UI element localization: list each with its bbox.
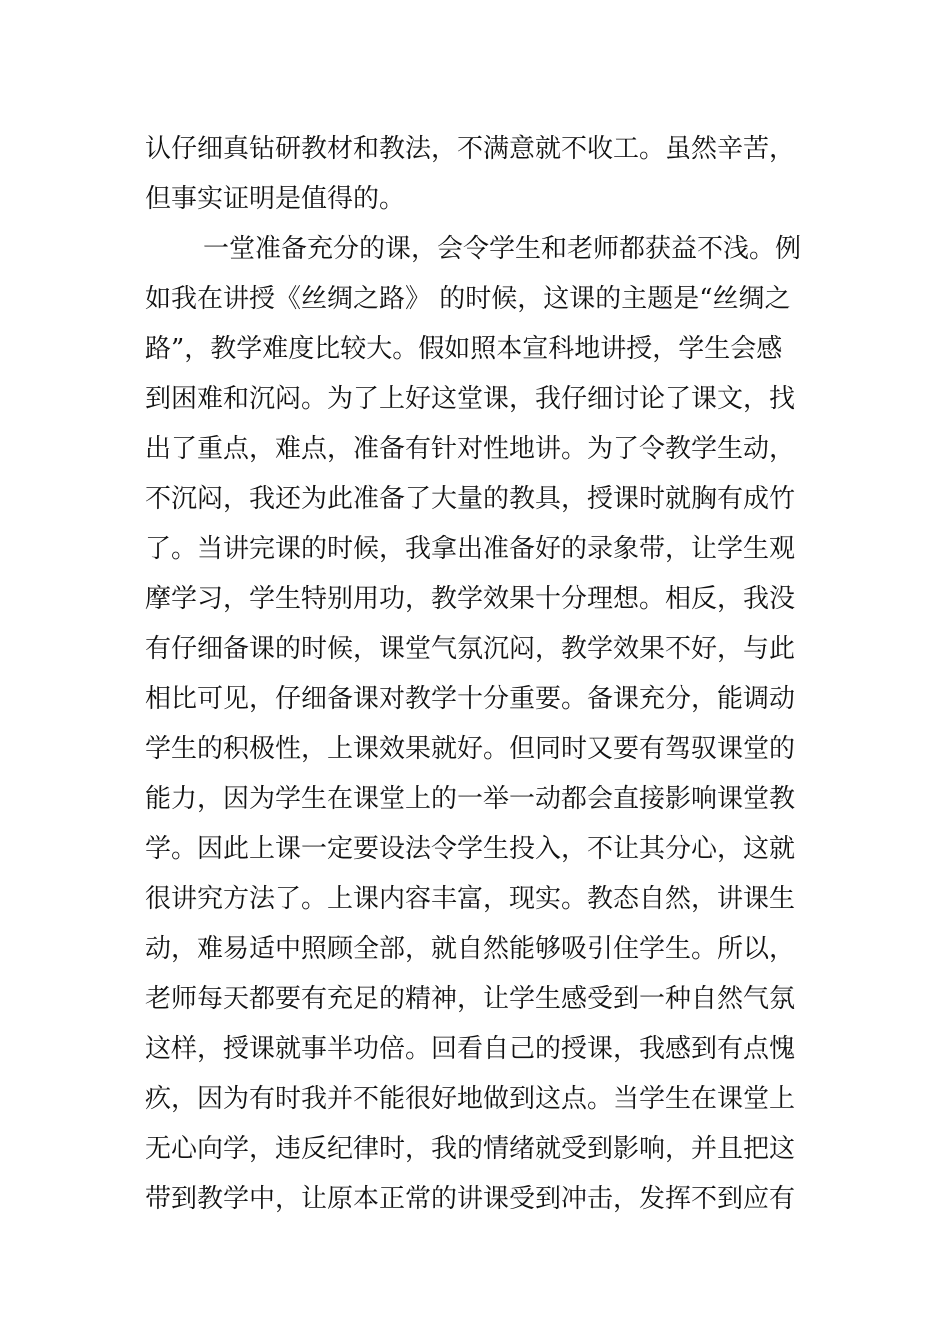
text-line: 到困难和沉闷。为了上好这堂课，我仔细讨论了课文，找: [145, 384, 796, 414]
body-text: [145, 124, 815, 1224]
text-line: 出了重点，难点，准备有针对性地讲。为了令教学生动，: [145, 434, 796, 464]
text-line: 但事实证明是值得的。: [145, 184, 406, 214]
text-line: 了。当讲完课的时候，我拿出准备好的录象带，让学生观: [145, 534, 796, 564]
text-line: 路”，教学难度比较大。假如照本宣科地讲授，学生会感: [145, 334, 783, 364]
text-line: 老师每天都要有充足的精神，让学生感受到一种自然气氛: [145, 984, 796, 1014]
text-line: 这样，授课就事半功倍。回看自己的授课，我感到有点愧: [145, 1034, 796, 1064]
text-line: 很讲究方法了。上课内容丰富，现实。教态自然，讲课生: [145, 884, 796, 914]
text-line: 动，难易适中照顾全部，就自然能够吸引住学生。所以，: [145, 934, 796, 964]
text-line: 学生的积极性，上课效果就好。但同时又要有驾驭课堂的: [145, 734, 796, 764]
text-line: 带到教学中，让原本正常的讲课受到冲击，发挥不到应有: [145, 1184, 796, 1214]
text-line: 学。因此上课一定要设法令学生投入，不让其分心，这就: [145, 834, 796, 864]
text-line: 疚，因为有时我并不能很好地做到这点。当学生在课堂上: [145, 1084, 796, 1114]
paragraph-first-line: 一堂准备充分的课，会令学生和老师都获益不浅。例: [203, 234, 802, 264]
text-line: 认仔细真钻研教材和教法，不满意就不收工。虽然辛苦，: [145, 134, 796, 164]
text-line: 摩学习，学生特别用功，教学效果十分理想。相反，我没: [145, 584, 796, 614]
text-line: 不沉闷，我还为此准备了大量的教具，授课时就胸有成竹: [145, 484, 796, 514]
text-line: 相比可见，仔细备课对教学十分重要。备课充分，能调动: [145, 684, 796, 714]
text-line: 无心向学，违反纪律时，我的情绪就受到影响，并且把这: [145, 1134, 796, 1164]
text-line: 能力，因为学生在课堂上的一举一动都会直接影响课堂教: [145, 784, 796, 814]
text-line: 如我在讲授《丝绸之路》 的时候，这课的主题是“丝绸之: [145, 284, 791, 314]
text-line: 有仔细备课的时候，课堂气氛沉闷，教学效果不好，与此: [145, 634, 796, 664]
